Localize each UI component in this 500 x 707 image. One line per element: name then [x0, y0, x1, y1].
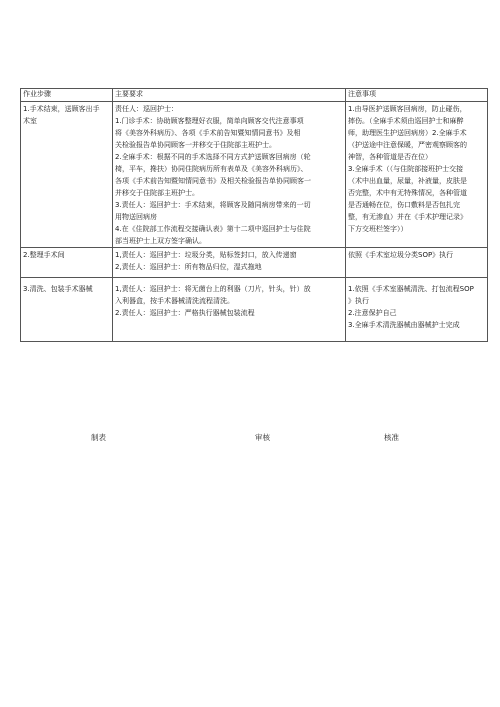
notes-cell	[346, 278, 488, 342]
cell-line: 3.全麻手术清洗器械由器械护士完成	[348, 321, 460, 330]
reviewed-by-label: 审核	[255, 433, 270, 442]
cell-line: 椅，平车，搀扶）协同住院病历所有表单及《美容外科病历》、	[115, 164, 308, 173]
procedure-table-body	[21, 89, 488, 342]
cell-line: 关检验报告单协同顾客一并移交于住院部主班护士。	[115, 140, 276, 149]
cell-line: （术中出血量，尿量，补液量，皮肤是	[348, 176, 467, 185]
table-row	[21, 101, 488, 247]
cell-line: 下方交班栏签字））	[348, 225, 408, 234]
cell-line: 责任人：巡回护士：	[115, 104, 178, 113]
cell-line: 1.手术结束，送顾客出手	[23, 104, 100, 113]
header-step: 作业步骤	[21, 89, 113, 102]
step-cell	[21, 101, 113, 247]
cell-line: 2.整理手术间	[23, 251, 65, 260]
cell-line: 1,责任人：巡回护士：将无菌台上的利器（刀片，针头，针）放	[115, 285, 311, 294]
header-notes: 注意事项	[346, 89, 488, 102]
cell-line: 将《美容外科病历》、各项《手术前告知暨知情同意书》及相	[115, 128, 301, 137]
cell-line: 3.责任人：巡回护士：手术结束，将顾客及随同病房带来的一切	[115, 201, 311, 210]
notes-cell	[346, 248, 488, 278]
cell-line: （护送途中注意保暖，严密观察顾客的	[348, 140, 467, 149]
cell-line: 摔伤。（全麻手术须由巡回护士和麻醉	[348, 116, 464, 125]
cell-line: 1.依照《手术室器械清洗、打包流程SOP	[348, 285, 474, 294]
cell-line: 3.清洗、包装手术器械	[23, 285, 93, 294]
cell-line: 整，有无渗血）并在《手术护理记录》	[348, 213, 467, 222]
cell-line: 入利器盒，按手术器械清洗流程清洗。	[115, 297, 234, 306]
cell-line: 3.全麻手术（（与住院部接班护士交接	[348, 164, 464, 173]
signature-footer	[0, 432, 500, 446]
cell-line: 1.由导医护送顾客回病房，防止碰伤，	[348, 104, 467, 113]
requirements-cell	[113, 101, 346, 247]
procedure-table	[20, 88, 488, 342]
table-header-row	[21, 89, 488, 102]
requirements-cell	[113, 248, 346, 278]
cell-line: 否完整，术中有无特殊情况，各种管道	[348, 189, 467, 198]
cell-line: 2.注意保护自己	[348, 309, 397, 318]
step-cell	[21, 248, 113, 278]
cell-line: 》执行	[348, 297, 369, 306]
table-row	[21, 248, 488, 278]
cell-line: 部当班护士上双方签字确认。	[115, 237, 206, 246]
cell-line: 4.在《住院部工作流程交接确认表》第十二项中巡回护士与住院	[115, 225, 311, 234]
cell-line: 是否通畅在位，伤口敷料是否包扎完	[348, 201, 460, 210]
cell-line: 用物送回病房	[115, 213, 157, 222]
cell-line: 师，助理医生护送回病房）2.全麻手术	[348, 128, 467, 137]
cell-line: 神智，各种管道是否在位）	[348, 152, 432, 161]
cell-line: 1,责任人：巡回护士：垃圾分类，贴标签封口，放入传递窗	[115, 251, 297, 260]
cell-line: 并移交于住院部主班护士。	[115, 189, 199, 198]
notes-cell	[346, 101, 488, 247]
cell-line: 2.责任人：巡回护士：严格执行器械包装流程	[115, 309, 255, 318]
approved-by-label: 核准	[384, 433, 399, 442]
cell-line: 1.门诊手术：协助顾客整理好衣服，简单向顾客交代注意事项	[115, 116, 304, 125]
table-row	[21, 278, 488, 342]
cell-line: 2.全麻手术：根据不同的手术选择不同方式护送顾客回病房（轮	[115, 152, 311, 161]
cell-line: 依照《手术室垃圾分类SOP》执行	[348, 251, 454, 260]
step-cell	[21, 278, 113, 342]
cell-line: 2,责任人：巡回护士：所有物品归位，湿式拖地	[115, 263, 262, 272]
header-requirements: 主要要求	[113, 89, 346, 102]
cell-line: 各项《手术前告知暨知情同意书》及相关检验报告单协同顾客一	[115, 176, 311, 185]
requirements-cell	[113, 278, 346, 342]
cell-line: 术室	[23, 116, 37, 125]
made-by-label: 制表	[91, 433, 106, 442]
